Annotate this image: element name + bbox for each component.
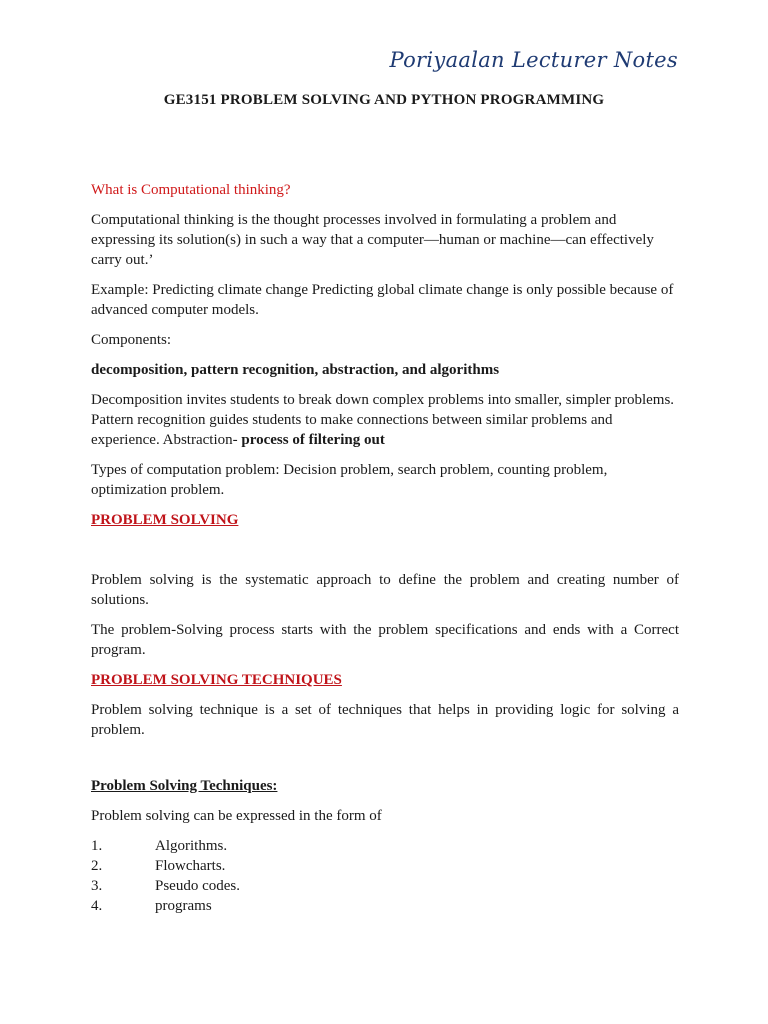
abstraction-bold-text: process of filtering out [241, 432, 385, 448]
list-item-text: programs [155, 898, 212, 914]
problem-solving-heading: PROBLEM SOLVING [91, 512, 239, 528]
components-list: decomposition, pattern recognition, abstraction, and algorithms [91, 362, 500, 378]
techniques-intro: Problem solving can be expressed in the form of [91, 808, 382, 824]
techniques-heading: PROBLEM SOLVING TECHNIQUES [91, 672, 342, 688]
list-item-text: Pseudo codes. [155, 878, 240, 894]
problem-solving-paragraph-2: The problem-Solving process starts with the problem specifications and ends with a Correct program. [91, 622, 679, 658]
question-heading: What is Computational thinking? [91, 182, 291, 198]
problem-solving-paragraph-1: Problem solving is the systematic approach to define the problem and creating number of solutions. [91, 572, 679, 608]
list-item-number: 1. [91, 838, 103, 854]
list-item [91, 836, 679, 856]
definition-paragraph: Computational thinking is the thought processes involved in formulating a problem and expressing its solution(s) in such a way that a computer—human or machine—can effectively carry out.’ [91, 212, 654, 268]
decomposition-paragraph [91, 390, 679, 450]
list-item-number: 2. [91, 858, 103, 874]
types-paragraph: Types of computation problem: Decision problem, search problem, counting problem, optimization problem. [91, 462, 608, 498]
list-item-text: Flowcharts. [155, 858, 226, 874]
list-item-number: 3. [91, 878, 103, 894]
list-item-text: Algorithms. [155, 838, 228, 854]
techniques-subheading: Problem Solving Techniques: [91, 778, 278, 794]
techniques-paragraph: Problem solving technique is a set of techniques that helps in providing logic for solving a problem. [91, 702, 679, 738]
document-title: GE3151 PROBLEM SOLVING AND PYTHON PROGRAMMING [163, 92, 605, 108]
example-paragraph: Example: Predicting climate change Predicting global climate change is only possible because of advanced computer models. [91, 282, 674, 318]
list-item-number: 4. [91, 898, 103, 914]
techniques-list [91, 836, 679, 916]
list-item [91, 876, 679, 896]
list-item [91, 896, 679, 916]
list-item [91, 856, 679, 876]
decomposition-text: Decomposition invites students to break down complex problems into smaller, simpler problems. Pattern recognition guides students to make connections between similar problems and experience. Abstraction- [91, 392, 675, 448]
brand-logo-text: Poriyaalan Lecturer Notes [389, 48, 678, 72]
document-body [91, 180, 679, 916]
components-label: Components: [91, 332, 172, 348]
